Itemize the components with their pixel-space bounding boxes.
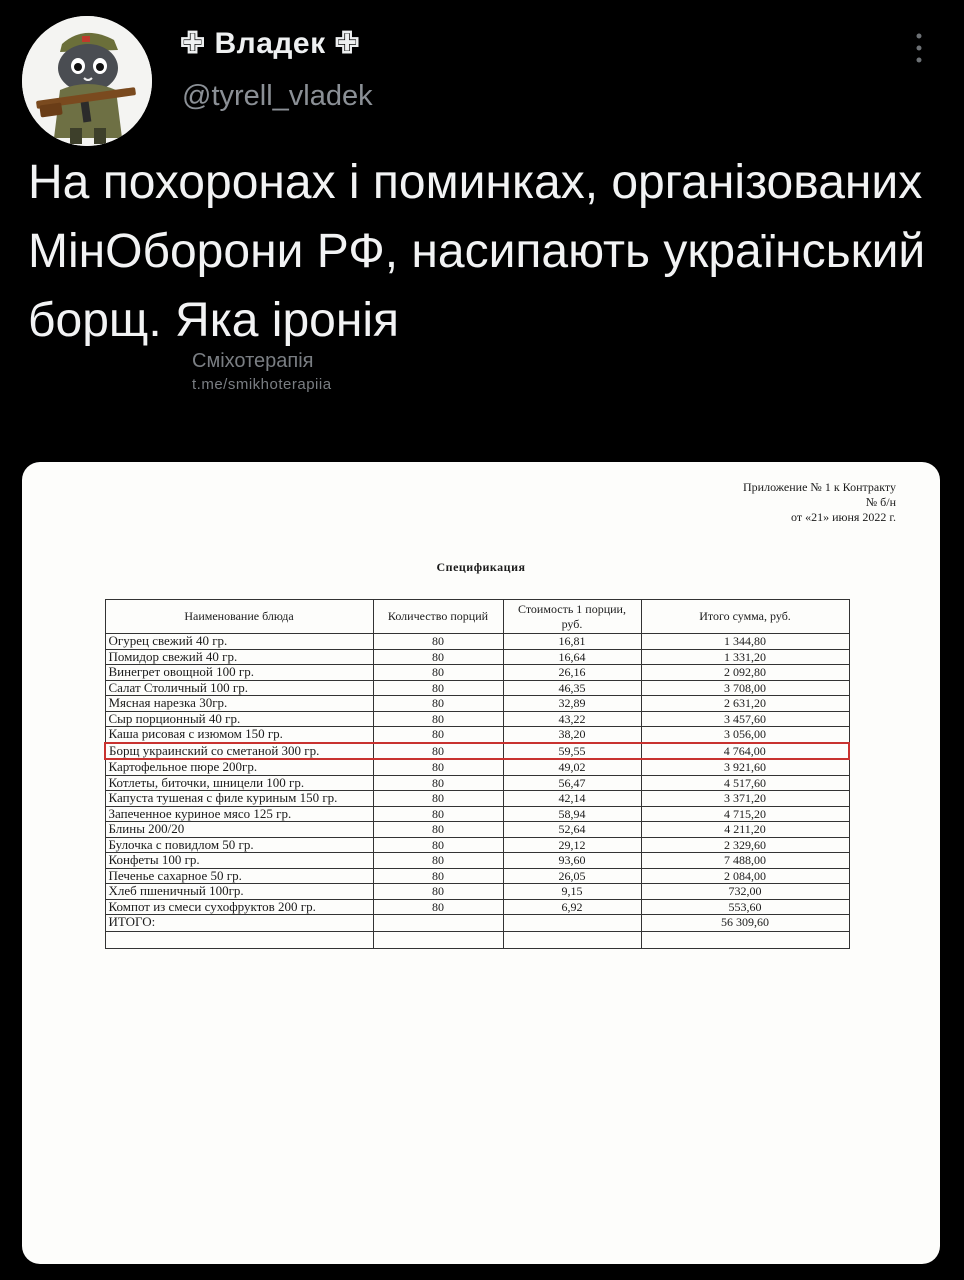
cell-unit-price: 29,12 — [503, 837, 641, 853]
cell-unit-price: 42,14 — [503, 791, 641, 807]
appendix-line: № б/н — [865, 495, 896, 509]
cell-portions: 80 — [373, 884, 503, 900]
cell-portions: 80 — [373, 853, 503, 869]
cell-dish-name: Борщ украинский со сметаной 300 гр. — [105, 743, 373, 760]
table-row — [105, 759, 849, 775]
table-row — [105, 868, 849, 884]
cell-total: 3 056,00 — [641, 727, 849, 743]
cell-portions: 80 — [373, 696, 503, 712]
cell-unit-price: 56,47 — [503, 775, 641, 791]
document-appendix — [743, 480, 896, 525]
table-body — [105, 634, 849, 949]
cell-total: 4 517,60 — [641, 775, 849, 791]
appendix-line: от «21» июня 2022 г. — [791, 510, 896, 524]
cell-unit-price: 58,94 — [503, 806, 641, 822]
cell-portions: 80 — [373, 868, 503, 884]
cell-total: 3 708,00 — [641, 680, 849, 696]
cell-dish-name: Винегрет овощной 100 гр. — [105, 665, 373, 681]
cell-total: 2 631,20 — [641, 696, 849, 712]
cell-unit-price: 59,55 — [503, 743, 641, 760]
header-portions: Количество порций — [373, 600, 503, 634]
cell-unit-price: 46,35 — [503, 680, 641, 696]
total-label: ИТОГО: — [105, 915, 373, 932]
table-row — [105, 775, 849, 791]
cell-portions: 80 — [373, 822, 503, 838]
watermark-link: t.me/smikhoterapiia — [192, 376, 332, 393]
cell-total: 1 331,20 — [641, 649, 849, 665]
total-empty — [373, 915, 503, 932]
table-row — [105, 696, 849, 712]
header-total: Итого сумма, руб. — [641, 600, 849, 634]
cell-total: 2 329,60 — [641, 837, 849, 853]
table-row — [105, 884, 849, 900]
cell-dish-name: Булочка с повидлом 50 гр. — [105, 837, 373, 853]
cell-dish-name: Печенье сахарное 50 гр. — [105, 868, 373, 884]
avatar[interactable] — [22, 16, 152, 146]
cell-dish-name: Помидор свежий 40 гр. — [105, 649, 373, 665]
table-row — [105, 822, 849, 838]
cell-portions: 80 — [373, 899, 503, 915]
cell-unit-price: 16,64 — [503, 649, 641, 665]
tweet-media-image[interactable] — [22, 462, 940, 1264]
table-total-row — [105, 915, 849, 932]
total-value: 56 309,60 — [641, 915, 849, 932]
cell-portions: 80 — [373, 649, 503, 665]
cell-unit-price: 6,92 — [503, 899, 641, 915]
cell-dish-name: Капуста тушеная с филе куриным 150 гр. — [105, 791, 373, 807]
specification-table — [104, 599, 850, 949]
cell-total: 732,00 — [641, 884, 849, 900]
table-row — [105, 853, 849, 869]
table-row — [105, 649, 849, 665]
cell-total: 3 457,60 — [641, 711, 849, 727]
cell-unit-price: 16,81 — [503, 634, 641, 650]
table-row — [105, 791, 849, 807]
appendix-line: Приложение № 1 к Контракту — [743, 480, 896, 494]
cell-portions: 80 — [373, 837, 503, 853]
cell-unit-price: 49,02 — [503, 759, 641, 775]
cell-dish-name: Салат Столичный 100 гр. — [105, 680, 373, 696]
display-name[interactable]: ✙ Владек ✙ — [180, 27, 361, 60]
table-header-row — [105, 600, 849, 634]
cell-total: 7 488,00 — [641, 853, 849, 869]
cell-unit-price: 32,89 — [503, 696, 641, 712]
header-unit-price: Стоимость 1 порции, руб. — [503, 600, 641, 634]
table-blank-row — [105, 932, 849, 949]
cell-unit-price: 38,20 — [503, 727, 641, 743]
cell-portions: 80 — [373, 680, 503, 696]
user-handle[interactable]: @tyrell_vladek — [182, 80, 373, 112]
table-row — [105, 665, 849, 681]
cell-dish-name: Сыр порционный 40 гр. — [105, 711, 373, 727]
cell-dish-name: Огурец свежий 40 гр. — [105, 634, 373, 650]
blank-cell — [105, 932, 373, 949]
cell-portions: 80 — [373, 634, 503, 650]
cell-portions: 80 — [373, 775, 503, 791]
cell-unit-price: 9,15 — [503, 884, 641, 900]
cell-total: 4 764,00 — [641, 743, 849, 760]
table-row — [105, 634, 849, 650]
cell-portions: 80 — [373, 727, 503, 743]
document-title: Спецификация — [436, 560, 526, 574]
cat-with-rifle-avatar-image — [22, 16, 152, 146]
blank-cell — [373, 932, 503, 949]
cell-dish-name: Котлеты, биточки, шницели 100 гр. — [105, 775, 373, 791]
cell-portions: 80 — [373, 711, 503, 727]
cell-dish-name: Каша рисовая с изюмом 150 гр. — [105, 727, 373, 743]
cell-dish-name: Хлеб пшеничный 100гр. — [105, 884, 373, 900]
table-row — [105, 727, 849, 743]
cell-total: 2 084,00 — [641, 868, 849, 884]
cell-unit-price: 93,60 — [503, 853, 641, 869]
table-row-highlighted — [105, 743, 849, 760]
watermark-name: Сміхотерапія — [192, 350, 314, 372]
blank-cell — [503, 932, 641, 949]
cell-dish-name: Компот из смеси сухофруктов 200 гр. — [105, 899, 373, 915]
cell-portions: 80 — [373, 791, 503, 807]
watermark — [192, 350, 332, 396]
header-dish-name: Наименование блюда — [105, 600, 373, 634]
cell-total: 4 715,20 — [641, 806, 849, 822]
cell-total: 3 921,60 — [641, 759, 849, 775]
table-row — [105, 711, 849, 727]
cell-portions: 80 — [373, 665, 503, 681]
tweet-text: На похоронах і поминках, організованих МінОборони РФ, насипають український борщ. Яка іронія — [28, 156, 926, 347]
total-empty — [503, 915, 641, 932]
cell-dish-name: Конфеты 100 гр. — [105, 853, 373, 869]
cell-total: 1 344,80 — [641, 634, 849, 650]
cell-portions: 80 — [373, 743, 503, 760]
more-options-icon[interactable] — [914, 28, 924, 68]
table-row — [105, 680, 849, 696]
table-row — [105, 806, 849, 822]
cell-dish-name: Запеченное куриное мясо 125 гр. — [105, 806, 373, 822]
table-row — [105, 899, 849, 915]
cell-portions: 80 — [373, 759, 503, 775]
cell-dish-name: Мясная нарезка 30гр. — [105, 696, 373, 712]
cell-dish-name: Картофельное пюре 200гр. — [105, 759, 373, 775]
cell-total: 2 092,80 — [641, 665, 849, 681]
cell-portions: 80 — [373, 806, 503, 822]
cell-unit-price: 52,64 — [503, 822, 641, 838]
cell-total: 3 371,20 — [641, 791, 849, 807]
cell-unit-price: 26,05 — [503, 868, 641, 884]
cell-unit-price: 26,16 — [503, 665, 641, 681]
cell-unit-price: 43,22 — [503, 711, 641, 727]
table-row — [105, 837, 849, 853]
blank-cell — [641, 932, 849, 949]
cell-dish-name: Блины 200/20 — [105, 822, 373, 838]
cell-total: 4 211,20 — [641, 822, 849, 838]
cell-total: 553,60 — [641, 899, 849, 915]
